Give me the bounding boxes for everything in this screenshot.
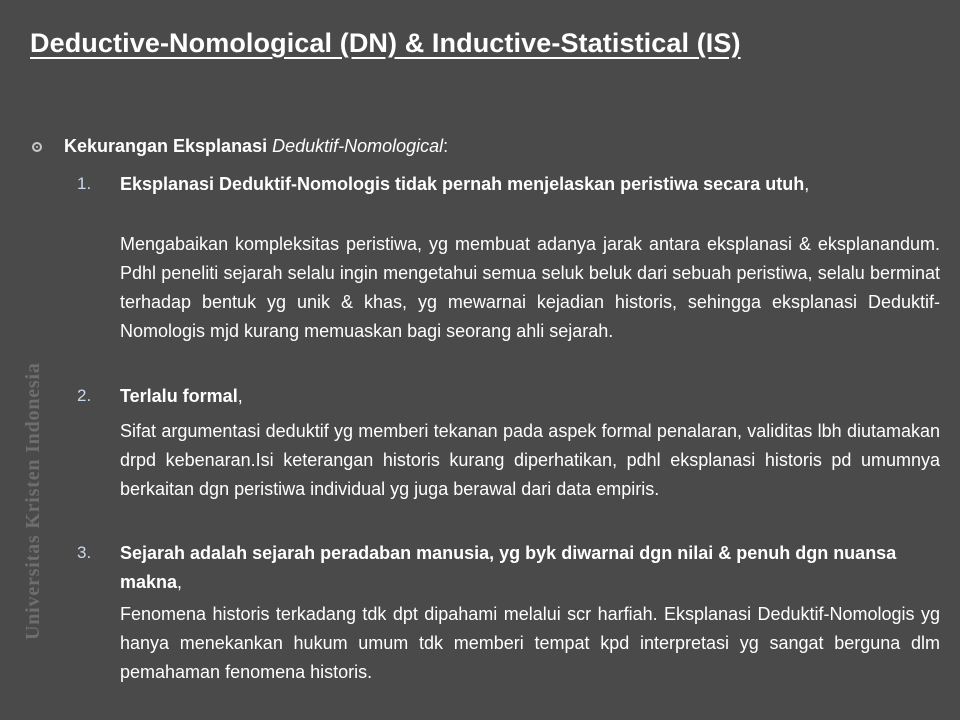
circle-bullet-icon (32, 142, 42, 152)
item-number-1: 1. (77, 174, 92, 193)
lead-bullet (32, 136, 912, 157)
item-heading-2: Terlalu formal, (120, 386, 243, 406)
slide-title: Deductive-Nomological (DN) & Inductive-Statistical (IS) (30, 28, 741, 58)
lead-text: Kekurangan Eksplanasi Deduktif-Nomological: (64, 136, 449, 156)
item-body-2: Sifat argumentasi deduktif yg memberi tekanan pada aspek formal penalaran, validitas lbh diutamakan drpd kebenaran.Isi keterangan historis kurang diperhatikan, pdhl eksplanasi historis pd umumnya berkaitan dgn peristiwa individual yg juga berawal dari data empiris. (120, 421, 940, 499)
item-body-3: Fenomena historis terkadang tdk dpt dipahami melalui scr harfiah. Eksplanasi Deduktif-Nomologis yg hanya menekankan hukum umum tdk memberi tempat kpd interpretasi yg sangat berguna dlm pemahaman fenomena historis. (120, 604, 940, 682)
university-watermark: Universitas Kristen Indonesia (22, 362, 44, 640)
item-number-2: 2. (77, 386, 92, 405)
item-body-1: Mengabaikan kompleksitas peristiwa, yg membuat adanya jarak antara eksplanasi & eksplanandum. Pdhl peneliti sejarah selalu ingin mengetahui semua seluk beluk dari sebuah peristiwa, selalu berminat terhadap bentuk yg unik & khas, yg mewarnai kejadian historis, sehingga eksplanasi Deduktif-Nomologis mjd kurang memuaskan bagi seorang ahli sejarah. (120, 234, 940, 341)
item-heading-1: Eksplanasi Deduktif-Nomologis tidak pernah menjelaskan peristiwa secara utuh, (120, 174, 810, 194)
item-number-3: 3. (77, 543, 92, 562)
item-heading-3: Sejarah adalah sejarah peradaban manusia, yg byk diwarnai dgn nilai & penuh dgn nuansa makna, (120, 543, 897, 592)
